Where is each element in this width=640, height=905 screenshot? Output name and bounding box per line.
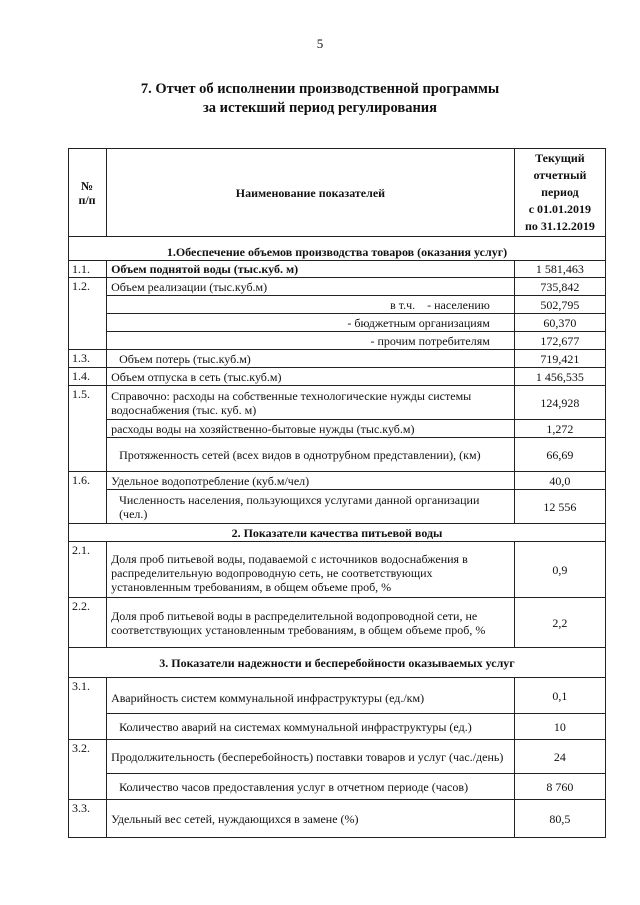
row-num: 2.1. xyxy=(69,542,107,598)
section-title-2: 2. Показатели качества питьевой воды xyxy=(69,524,606,542)
row-value: 502,795 xyxy=(514,296,605,314)
row-name: - прочим потребителям xyxy=(107,332,515,350)
row-name: Продолжительность (бесперебойность) поставки товаров и услуг (час./день) xyxy=(107,740,515,774)
row-name: Объем потерь (тыс.куб.м) xyxy=(107,350,515,368)
row-name: - бюджетным организациям xyxy=(107,314,515,332)
table-row xyxy=(69,542,606,598)
row-num: 3.1. xyxy=(69,678,107,740)
table-row xyxy=(69,261,606,278)
page-number: 5 xyxy=(316,36,324,51)
table-row xyxy=(69,314,606,332)
row-num: 1.1. xyxy=(69,261,107,278)
table-row xyxy=(69,296,606,314)
row-value: 735,842 xyxy=(514,278,605,296)
row-value: 0,1 xyxy=(514,678,605,714)
row-name: Доля проб питьевой воды в распределительной водопроводной сети, не соответствующих установленным требованиям, в общем объеме проб, % xyxy=(107,598,515,648)
row-value: 124,928 xyxy=(514,386,605,420)
row-value: 8 760 xyxy=(514,774,605,800)
row-name: Объем поднятой воды (тыс.куб. м) xyxy=(107,261,515,278)
row-value: 10 xyxy=(514,714,605,740)
row-value: 2,2 xyxy=(514,598,605,648)
row-num: 1.4. xyxy=(69,368,107,386)
section-row xyxy=(69,237,606,261)
table-row xyxy=(69,800,606,838)
row-value: 1 581,463 xyxy=(514,261,605,278)
row-num: 3.3. xyxy=(69,800,107,838)
table-row xyxy=(69,332,606,350)
table-row xyxy=(69,714,606,740)
row-name: Справочно: расходы на собственные технологические нужды системы водоснабжения (тыс. куб. м) xyxy=(107,386,515,420)
table-row xyxy=(69,420,606,438)
row-name: Протяженность сетей (всех видов в однотрубном представлении), (км) xyxy=(107,438,515,472)
table-row xyxy=(69,350,606,368)
header-value: Текущий отчетный период с 01.01.2019 по 31.12.2019 xyxy=(514,149,605,237)
row-num: 1.6. xyxy=(69,472,107,524)
row-name: расходы воды на хозяйственно-бытовые нужды (тыс.куб.м) xyxy=(107,420,515,438)
section-row xyxy=(69,524,606,542)
row-name: Аварийность систем коммунальной инфраструктуры (ед./км) xyxy=(107,678,515,714)
row-value: 172,677 xyxy=(514,332,605,350)
table-header-row xyxy=(69,149,606,237)
row-name: Количество часов предоставления услуг в отчетном периоде (часов) xyxy=(107,774,515,800)
row-name: Доля проб питьевой воды, подаваемой с источников водоснабжения в распределительную водопроводную сеть, не соответствующих установленным требованиям, в общем объеме проб, % xyxy=(107,542,515,598)
production-program-table xyxy=(68,148,606,838)
table-row xyxy=(69,278,606,296)
table-row xyxy=(69,490,606,524)
title-line-2: за истекший период регулирования xyxy=(202,100,438,116)
document-title xyxy=(40,80,600,118)
table-row xyxy=(69,472,606,490)
table-row xyxy=(69,368,606,386)
table-row xyxy=(69,386,606,420)
row-num: 2.2. xyxy=(69,598,107,648)
row-num: 1.2. xyxy=(69,278,107,350)
section-title-1: 1.Обеспечение объемов производства товаров (оказания услуг) xyxy=(69,237,606,261)
table-row xyxy=(69,598,606,648)
row-name: Численность населения, пользующихся услугами данной организации (чел.) xyxy=(107,490,515,524)
row-value: 719,421 xyxy=(514,350,605,368)
row-num: 1.5. xyxy=(69,386,107,472)
row-value: 1,272 xyxy=(514,420,605,438)
section-title-3: 3. Показатели надежности и бесперебойности оказываемых услуг xyxy=(69,648,606,678)
row-name: Объем реализации (тыс.куб.м) xyxy=(107,278,515,296)
row-value: 24 xyxy=(514,740,605,774)
row-name: в т.ч. - населению xyxy=(107,296,515,314)
row-value: 12 556 xyxy=(514,490,605,524)
row-value: 60,370 xyxy=(514,314,605,332)
row-value: 80,5 xyxy=(514,800,605,838)
table-row xyxy=(69,774,606,800)
title-line-1: 7. Отчет об исполнении производственной программы xyxy=(140,81,500,97)
row-name: Количество аварий на системах коммунальной инфраструктуры (ед.) xyxy=(107,714,515,740)
header-name: Наименование показателей xyxy=(107,149,515,237)
row-value: 66,69 xyxy=(514,438,605,472)
row-name: Удельное водопотребление (куб.м/чел) xyxy=(107,472,515,490)
row-name: Объем отпуска в сеть (тыс.куб.м) xyxy=(107,368,515,386)
row-value: 1 456,535 xyxy=(514,368,605,386)
table-row xyxy=(69,438,606,472)
row-value: 40,0 xyxy=(514,472,605,490)
row-num: 3.2. xyxy=(69,740,107,800)
row-name: Удельный вес сетей, нуждающихся в замене (%) xyxy=(107,800,515,838)
section-row xyxy=(69,648,606,678)
table-row xyxy=(69,678,606,714)
table-row xyxy=(69,740,606,774)
header-num: № п/п xyxy=(69,149,107,237)
row-num: 1.3. xyxy=(69,350,107,368)
row-value: 0,9 xyxy=(514,542,605,598)
